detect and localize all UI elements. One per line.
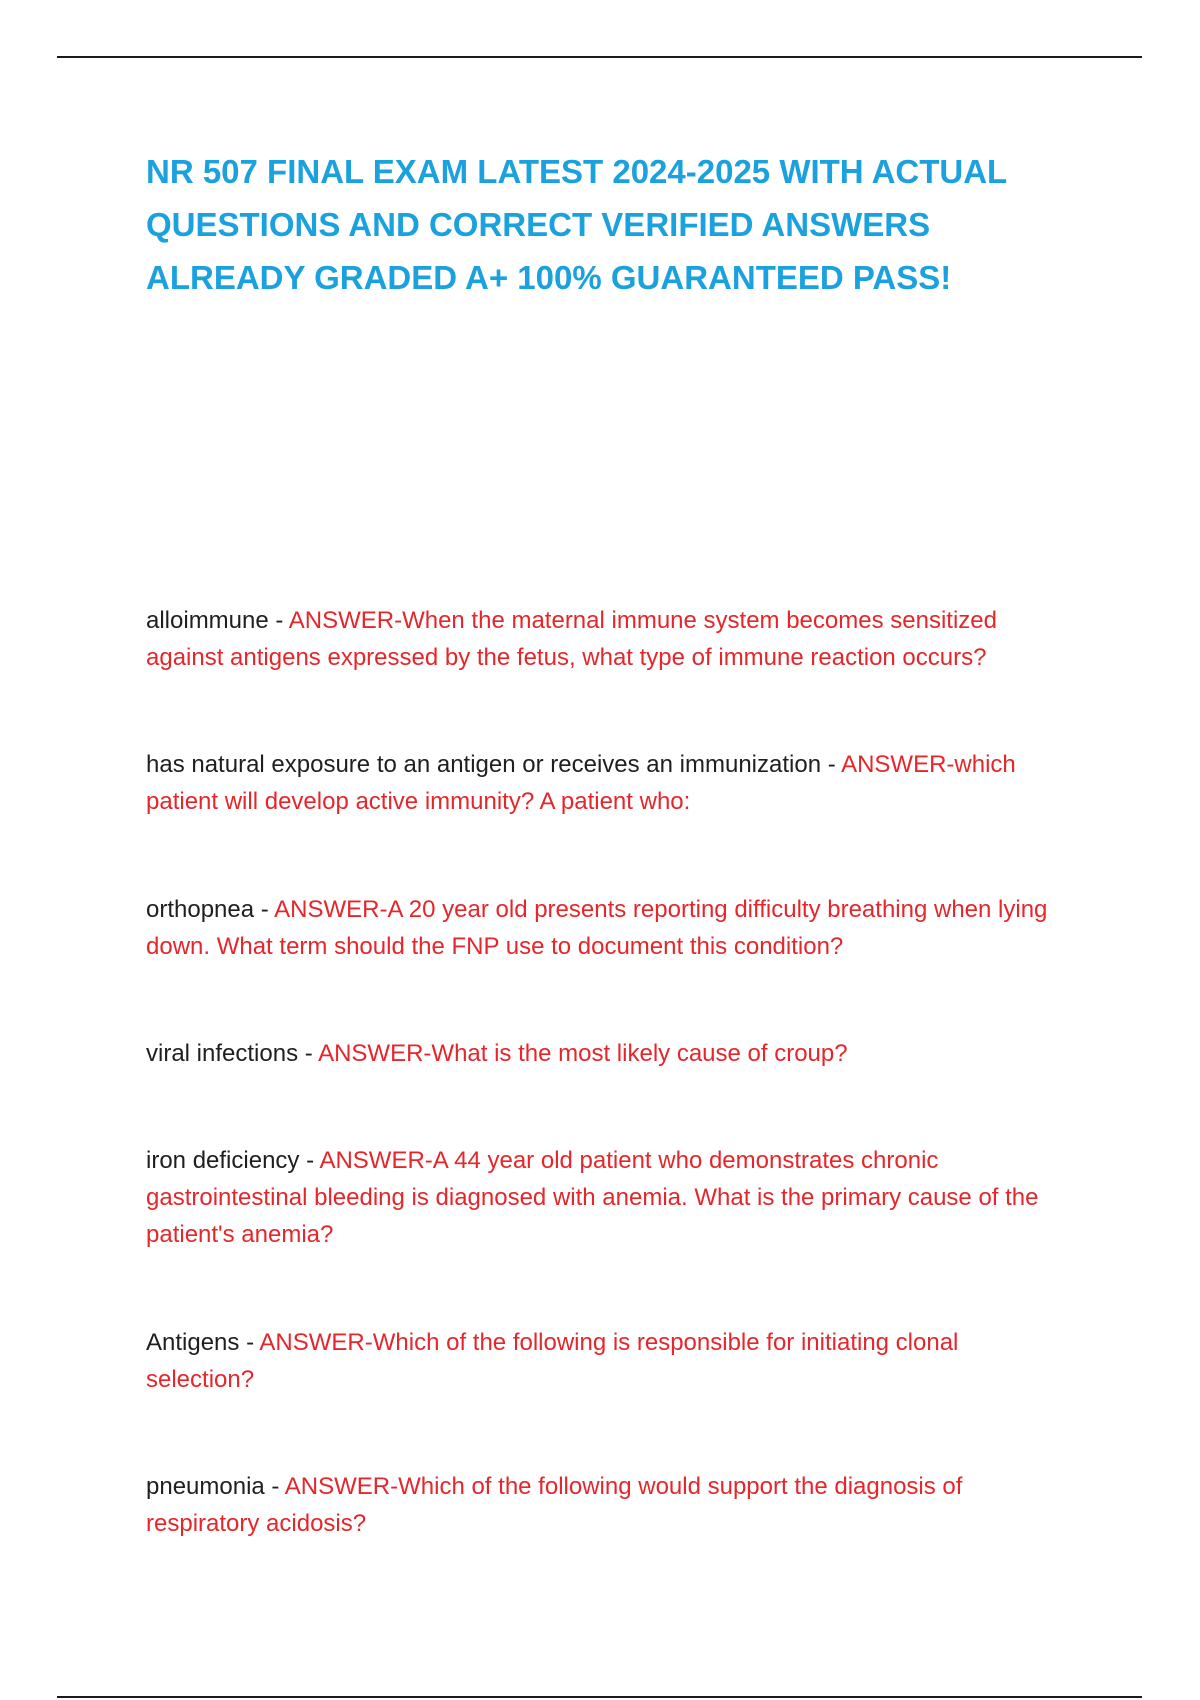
qa-separator: - bbox=[298, 1040, 319, 1067]
qa-term: has natural exposure to an antigen or receives an immunization bbox=[146, 751, 822, 778]
qa-separator: - bbox=[821, 751, 842, 778]
qa-answer: ANSWER-Which of the following is responsible for initiating clonal selection? bbox=[146, 1329, 959, 1393]
qa-answer: ANSWER-Which of the following would support the diagnosis of respiratory acidosis? bbox=[146, 1473, 963, 1537]
qa-answer: ANSWER-A 20 year old presents reporting difficulty breathing when lying down. What term should the FNP use to document this condition? bbox=[146, 896, 1048, 960]
top-rule bbox=[57, 56, 1142, 58]
qa-separator: - bbox=[268, 607, 289, 634]
qa-entry bbox=[146, 1142, 1066, 1253]
qa-answer: ANSWER-A 44 year old patient who demonstrates chronic gastrointestinal bleeding is diagnosed with anemia. What is the primary cause of the patient's anemia? bbox=[146, 1147, 1039, 1248]
qa-answer: ANSWER-When the maternal immune system becomes sensitized against antigens expressed by the fetus, what type of immune reaction occurs? bbox=[146, 607, 997, 671]
qa-term: orthopnea bbox=[146, 896, 255, 923]
qa-entry bbox=[146, 602, 1066, 676]
qa-answer: ANSWER-What is the most likely cause of croup? bbox=[318, 1040, 848, 1067]
qa-entry bbox=[146, 1035, 1066, 1072]
qa-entry bbox=[146, 1324, 1066, 1398]
qa-separator: - bbox=[264, 1473, 285, 1500]
qa-term: pneumonia bbox=[146, 1473, 265, 1500]
qa-separator: - bbox=[254, 896, 275, 923]
qa-separator: - bbox=[239, 1329, 260, 1356]
qa-term: alloimmune bbox=[146, 607, 269, 634]
qa-term: viral infections bbox=[146, 1040, 299, 1067]
document-title: NR 507 FINAL EXAM LATEST 2024-2025 WITH ACTUAL QUESTIONS AND CORRECT VERIFIED ANSWERS ALREADY GRADED A+ 100% GUARANTEED PASS! bbox=[146, 153, 1007, 296]
qa-separator: - bbox=[299, 1147, 320, 1174]
qa-entry bbox=[146, 891, 1066, 965]
bottom-rule bbox=[57, 1696, 1142, 1698]
qa-entry bbox=[146, 1468, 1066, 1542]
qa-term: iron deficiency bbox=[146, 1147, 300, 1174]
qa-term: Antigens bbox=[146, 1329, 240, 1356]
qa-entry bbox=[146, 746, 1066, 820]
qa-answer: ANSWER-which patient will develop active immunity? A patient who: bbox=[146, 751, 1016, 815]
